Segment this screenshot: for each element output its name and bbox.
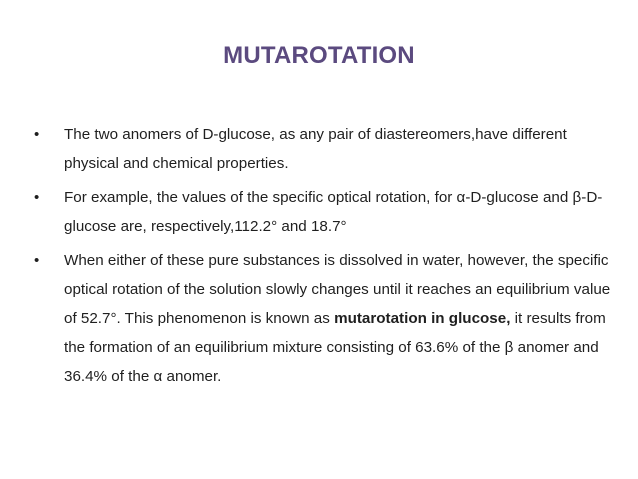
bullet-item [34,120,614,178]
bullet-text-end: it results from the formation of an equilibrium mixture consisting of 63.6% of the β anomer and 36.4% of the α anomer. [64,310,606,385]
slide-title: MUTAROTATION [223,42,415,69]
bullet-text-bold: mutarotation in glucose, [334,310,511,327]
bullet-marker: • [34,126,40,143]
bullet-text-start: When either of these pure substances is dissolved in water, however, the specific optical rotation of the solution slowly changes until it reaches an equilibrium value of 52.7°. This phenomenon is known as [64,252,611,327]
bullet-item [34,246,614,391]
bullet-marker: • [34,252,40,269]
bullet-text: For example, the values of the specific optical rotation, for α-D-glucose and β-D-glucose are, respectively,112.2° and 18.7° [64,189,603,235]
bullet-text: The two anomers of D-glucose, as any pair of diastereomers,have different physical and chemical properties. [64,126,567,172]
bullet-marker: • [34,189,40,206]
bullet-item [34,183,614,241]
bullet-list [34,120,614,396]
